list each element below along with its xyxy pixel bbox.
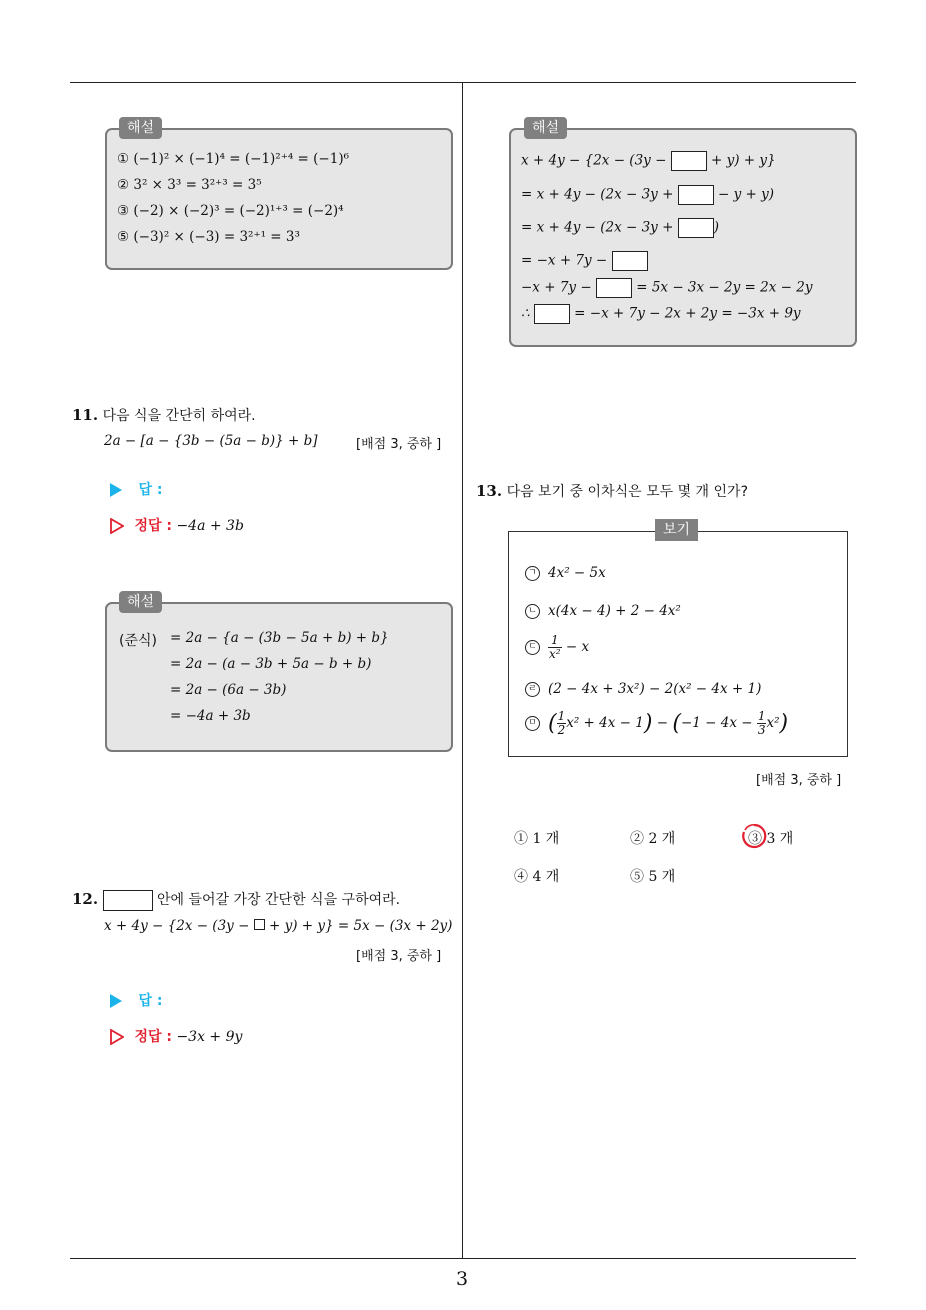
bogi-expr: x² xyxy=(766,715,780,731)
bogi-tag: 보기 xyxy=(655,519,698,541)
bogi-expr: (2 − 4x + 3x²) − 2(x² − 4x + 1) xyxy=(548,681,762,697)
solution-tag: 해설 xyxy=(119,591,162,613)
column-divider xyxy=(462,82,463,1259)
fraction-numerator: 1 xyxy=(757,709,766,723)
score-label: [배점 3, 중하 ] xyxy=(356,437,442,452)
score-label: [배점 3, 중하 ] xyxy=(356,949,442,964)
expression-part: x + 4y − {2x − (3y − xyxy=(104,918,254,934)
solution-line xyxy=(521,278,812,298)
question-text: 안에 들어갈 가장 간단한 식을 구하여라. xyxy=(157,892,401,908)
bogi-mark: ㄹ xyxy=(525,682,540,697)
correct-arrow-icon xyxy=(110,1029,124,1045)
expression-part: ∴ xyxy=(521,305,534,322)
correct-answer-row xyxy=(110,515,244,535)
bogi-item xyxy=(525,603,681,619)
expression-part: + y) + y} = 5x − (3x + 2y) xyxy=(264,918,453,934)
choice-2[interactable]: ② 2 개 xyxy=(630,831,676,847)
blank-box xyxy=(671,151,707,171)
answer-arrow-icon xyxy=(110,994,122,1008)
expression-part: = 5x − 3x − 2y = 2x − 2y xyxy=(631,279,813,296)
question-text: 다음 식을 간단히 하여라. xyxy=(102,408,256,424)
bogi-expr: x² + 4x − 1 xyxy=(566,715,644,731)
solution-lead: (준식) xyxy=(119,633,157,649)
choice-1[interactable]: ① 1 개 xyxy=(514,831,560,847)
answer-row xyxy=(110,479,162,499)
blank-box xyxy=(534,304,570,324)
fraction-denominator: x² xyxy=(549,647,561,661)
question-number: 13. xyxy=(476,482,503,500)
bogi-item xyxy=(525,710,788,737)
expression-part: ) xyxy=(713,219,719,236)
blank-box xyxy=(612,251,648,271)
expression-part: x + 4y − {2x − (3y − xyxy=(521,152,671,169)
correct-value: −3x + 9y xyxy=(176,1029,243,1045)
fraction-denominator: 2 xyxy=(557,723,566,737)
bogi-mark: ㄷ xyxy=(525,640,540,655)
bogi-mark: ㄴ xyxy=(525,604,540,619)
page-number: 3 xyxy=(456,1268,469,1290)
paren-close: ) xyxy=(643,711,653,736)
answer-arrow-icon xyxy=(110,483,122,497)
bogi-expr: − xyxy=(652,715,673,731)
question-12 xyxy=(72,889,400,911)
solution-line xyxy=(521,304,801,324)
question-11 xyxy=(72,405,256,425)
solution-line: ② 3² × 3³ = 3²⁺³ = 3⁵ xyxy=(117,177,262,193)
question-expression: 2a − [a − {3b − (5a − b)} + b] xyxy=(104,433,318,449)
paren-open: ( xyxy=(548,711,557,736)
blank-box xyxy=(678,185,714,205)
paren-close: ) xyxy=(779,711,789,736)
choice-3[interactable]: ③ 3 개 xyxy=(748,831,794,847)
choice-5[interactable]: ⑤ 5 개 xyxy=(630,869,676,885)
bogi-expr: x(4x − 4) + 2 − 4x² xyxy=(548,603,681,619)
solution-box-q10 xyxy=(105,128,453,270)
bottom-rule xyxy=(70,1258,856,1259)
bogi-mark: ㅁ xyxy=(525,716,540,731)
solution-tag: 해설 xyxy=(524,117,567,139)
question-number: 12. xyxy=(72,890,99,908)
question-text: 다음 보기 중 이차식은 모두 몇 개 인가? xyxy=(506,484,749,500)
solution-line xyxy=(521,151,776,171)
fraction-numerator: 1 xyxy=(548,634,562,648)
answer-label: 답 : xyxy=(138,482,163,498)
fraction-numerator: 1 xyxy=(557,709,566,723)
solution-line xyxy=(521,185,774,205)
bogi-mark: ㄱ xyxy=(525,566,540,581)
blank-square-icon xyxy=(254,919,265,930)
expression-part: + y) + y} xyxy=(706,152,776,169)
bogi-item xyxy=(525,565,606,581)
correct-answer-row xyxy=(110,1026,242,1046)
correct-label: 정답 : xyxy=(134,518,172,534)
answer-label: 답 : xyxy=(138,993,163,1009)
solution-tag: 해설 xyxy=(119,117,162,139)
expression-part: = −x + 7y − 2x + 2y = −3x + 9y xyxy=(569,305,801,322)
solution-line: = 2a − {a − (3b − 5a + b) + b} xyxy=(170,630,389,646)
expression-part: = x + 4y − (2x − 3y + xyxy=(521,186,678,203)
answer-blank-box xyxy=(103,890,153,911)
solution-line: ① (−1)² × (−1)⁴ = (−1)²⁺⁴ = (−1)⁶ xyxy=(117,151,349,167)
score-label: [배점 3, 중하 ] xyxy=(756,773,842,788)
question-expression xyxy=(104,918,452,934)
blank-box xyxy=(596,278,632,298)
fraction-denominator: 3 xyxy=(757,723,766,737)
solution-line: ③ (−2) × (−2)³ = (−2)¹⁺³ = (−2)⁴ xyxy=(117,203,344,219)
expression-part: = x + 4y − (2x − 3y + xyxy=(521,219,678,236)
question-number: 11. xyxy=(72,406,99,424)
solution-line xyxy=(521,218,719,238)
expression-part: −x + 7y − xyxy=(521,279,596,296)
selected-answer-circle-icon xyxy=(740,822,768,850)
solution-line xyxy=(521,251,648,271)
paren-open: ( xyxy=(672,711,681,736)
bogi-item xyxy=(525,634,589,661)
blank-box xyxy=(678,218,714,238)
bogi-expr: 4x² − 5x xyxy=(548,565,606,581)
expression-part: − y + y) xyxy=(713,186,775,203)
answer-row xyxy=(110,990,162,1010)
correct-value: −4a + 3b xyxy=(176,518,244,534)
solution-line: = 2a − (6a − 3b) xyxy=(170,682,287,698)
solution-line: = −4a + 3b xyxy=(170,708,251,724)
fraction xyxy=(557,710,567,737)
top-rule xyxy=(70,82,856,83)
choice-4[interactable]: ④ 4 개 xyxy=(514,869,560,885)
correct-label: 정답 : xyxy=(134,1029,172,1045)
bogi-expr: −1 − 4x − xyxy=(680,715,757,731)
bogi-item xyxy=(525,681,761,697)
question-13 xyxy=(476,481,748,501)
bogi-expr: − x xyxy=(565,639,590,655)
solution-line: = 2a − (a − 3b + 5a − b + b) xyxy=(170,656,372,672)
solution-box-q11 xyxy=(105,602,453,752)
solution-line: ⑤ (−3)² × (−3) = 3²⁺¹ = 3³ xyxy=(117,229,300,245)
correct-arrow-icon xyxy=(110,518,124,534)
expression-part: = −x + 7y − xyxy=(521,252,612,269)
fraction xyxy=(548,634,562,661)
